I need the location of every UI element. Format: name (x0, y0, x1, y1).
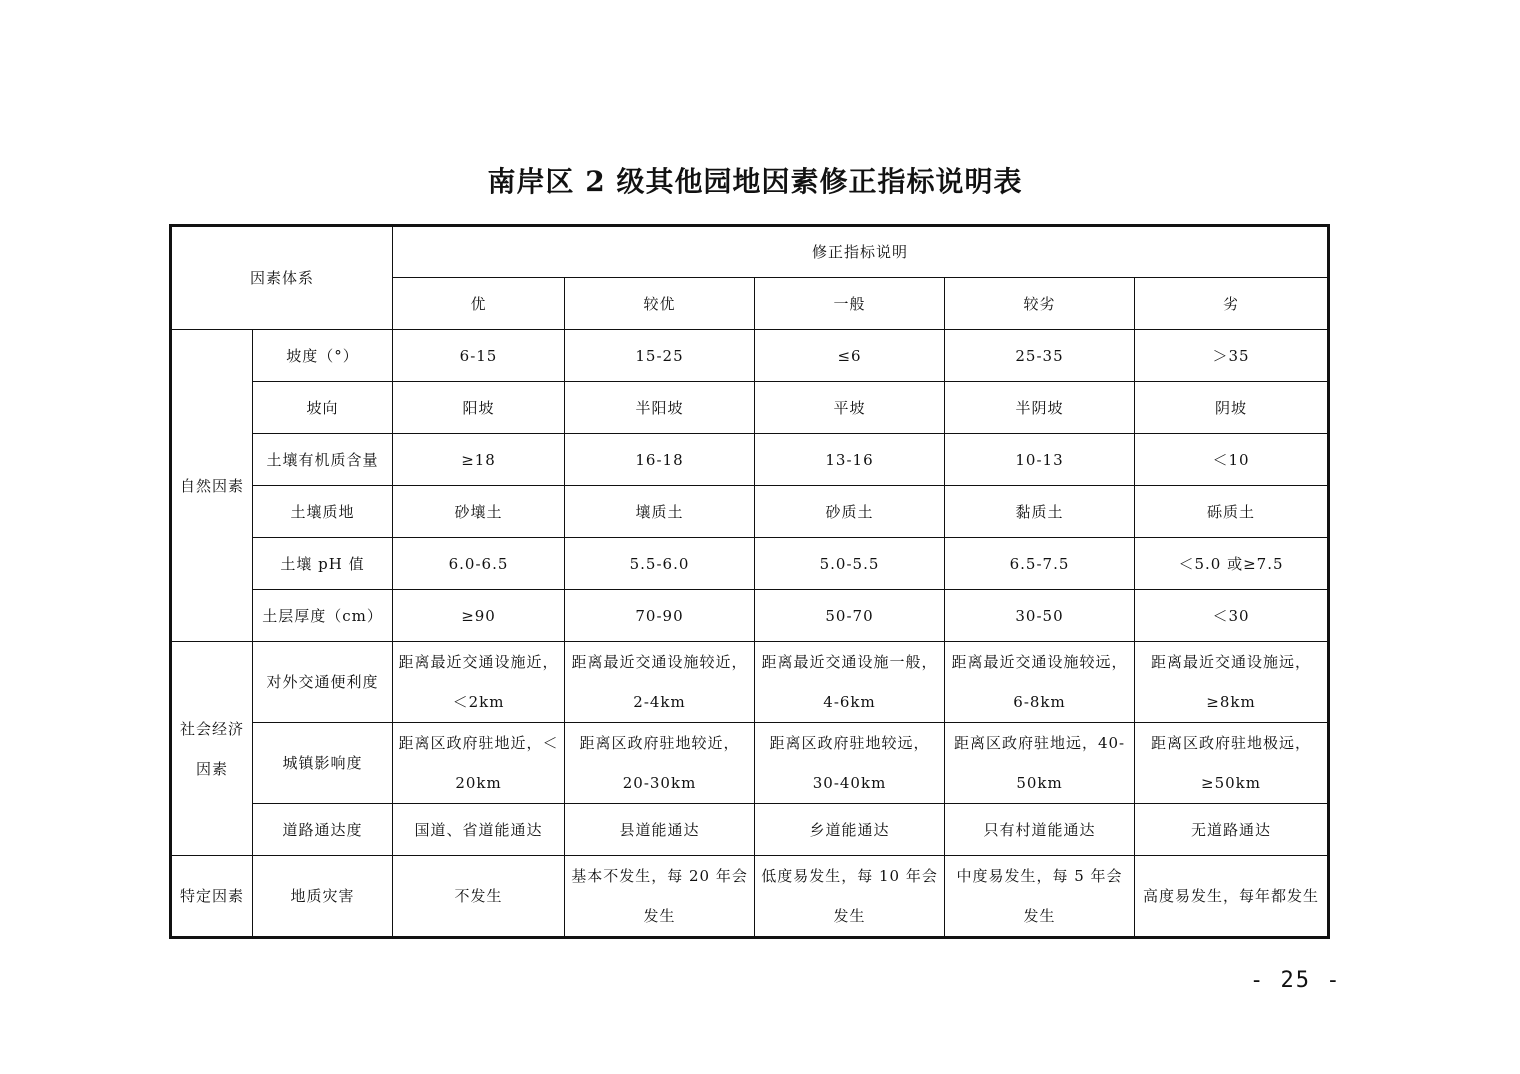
table-row (171, 330, 1329, 382)
grade-header: 一般 (755, 278, 945, 330)
table-cell: 只有村道能通达 (945, 804, 1135, 856)
grade-header: 劣 (1135, 278, 1329, 330)
table-cell: 平坡 (755, 382, 945, 434)
table-cell: 距离区政府驻地远，40-50km (945, 723, 1135, 804)
table-cell: 6.5-7.5 (945, 538, 1135, 590)
table-row (171, 590, 1329, 642)
factor-label: 道路通达度 (253, 804, 393, 856)
group-natural: 自然因素 (171, 330, 253, 642)
table-cell: 阴坡 (1135, 382, 1329, 434)
factor-label: 对外交通便利度 (253, 642, 393, 723)
table-row (171, 856, 1329, 938)
factor-label: 土壤 pH 值 (253, 538, 393, 590)
table-cell: 5.0-5.5 (755, 538, 945, 590)
group-socio-economic: 社会经济因素 (171, 642, 253, 856)
grade-header: 较劣 (945, 278, 1135, 330)
table-cell: 基本不发生，每 20 年会发生 (565, 856, 755, 938)
table-cell: 6-15 (393, 330, 565, 382)
table-cell: ＞35 (1135, 330, 1329, 382)
factor-label: 土壤有机质含量 (253, 434, 393, 486)
grade-header: 优 (393, 278, 565, 330)
table-cell: 距离最近交通设施较远，6-8km (945, 642, 1135, 723)
table-row (171, 723, 1329, 804)
table-cell: 距离区政府驻地较近，20-30km (565, 723, 755, 804)
table-cell: 距离最近交通设施近，＜2km (393, 642, 565, 723)
table-cell: 高度易发生，每年都发生 (1135, 856, 1329, 938)
table-cell: ＜10 (1135, 434, 1329, 486)
table-cell: 阳坡 (393, 382, 565, 434)
table-cell: 5.5-6.0 (565, 538, 755, 590)
table-cell: 距离最近交通设施远，≥8km (1135, 642, 1329, 723)
indicator-desc-header: 修正指标说明 (393, 226, 1329, 278)
page-title: 南岸区 2 级其他园地因素修正指标说明表 (487, 165, 1023, 198)
group-specific: 特定因素 (171, 856, 253, 938)
table-cell: 中度易发生，每 5 年会发生 (945, 856, 1135, 938)
table-cell: 乡道能通达 (755, 804, 945, 856)
table-cell: 70-90 (565, 590, 755, 642)
table-cell: 距离区政府驻地较远，30-40km (755, 723, 945, 804)
table-row (171, 434, 1329, 486)
table-cell: 30-50 (945, 590, 1135, 642)
table-cell: 10-13 (945, 434, 1135, 486)
table-cell: ≥90 (393, 590, 565, 642)
table-cell: 距离区政府驻地近，＜20km (393, 723, 565, 804)
correction-index-table (169, 224, 1330, 939)
factor-label: 地质灾害 (253, 856, 393, 938)
table-cell: 半阳坡 (565, 382, 755, 434)
factor-label: 土层厚度（cm） (253, 590, 393, 642)
table-cell: 不发生 (393, 856, 565, 938)
factor-label: 土壤质地 (253, 486, 393, 538)
table-cell: 砂壤土 (393, 486, 565, 538)
table-cell: ≥18 (393, 434, 565, 486)
header-row-top (171, 226, 1329, 278)
factor-label: 城镇影响度 (253, 723, 393, 804)
table-cell: 县道能通达 (565, 804, 755, 856)
table-row (171, 382, 1329, 434)
grade-header: 较优 (565, 278, 755, 330)
table-cell: 15-25 (565, 330, 755, 382)
table-row (171, 642, 1329, 723)
table-cell: 50-70 (755, 590, 945, 642)
page-number: - 25 - (1250, 968, 1342, 993)
table-cell: ＜5.0 或≥7.5 (1135, 538, 1329, 590)
table-cell: 无道路通达 (1135, 804, 1329, 856)
table-row (171, 486, 1329, 538)
table-cell: ≤6 (755, 330, 945, 382)
table-cell: 半阴坡 (945, 382, 1135, 434)
table-row (171, 804, 1329, 856)
table-cell: 距离区政府驻地极远，≥50km (1135, 723, 1329, 804)
table-cell: 13-16 (755, 434, 945, 486)
table-cell: 黏质土 (945, 486, 1135, 538)
factor-system-header: 因素体系 (171, 226, 393, 330)
factor-label: 坡度（°） (253, 330, 393, 382)
table-cell: 国道、省道能通达 (393, 804, 565, 856)
table-cell: 距离最近交通设施一般，4-6km (755, 642, 945, 723)
table-cell: 砾质土 (1135, 486, 1329, 538)
table-cell: 距离最近交通设施较近，2-4km (565, 642, 755, 723)
table-row (171, 538, 1329, 590)
table-cell: 砂质土 (755, 486, 945, 538)
table-cell: 25-35 (945, 330, 1135, 382)
table-cell: 6.0-6.5 (393, 538, 565, 590)
table-cell: 壤质土 (565, 486, 755, 538)
table-cell: ＜30 (1135, 590, 1329, 642)
factor-label: 坡向 (253, 382, 393, 434)
table-cell: 低度易发生，每 10 年会发生 (755, 856, 945, 938)
table-cell: 16-18 (565, 434, 755, 486)
